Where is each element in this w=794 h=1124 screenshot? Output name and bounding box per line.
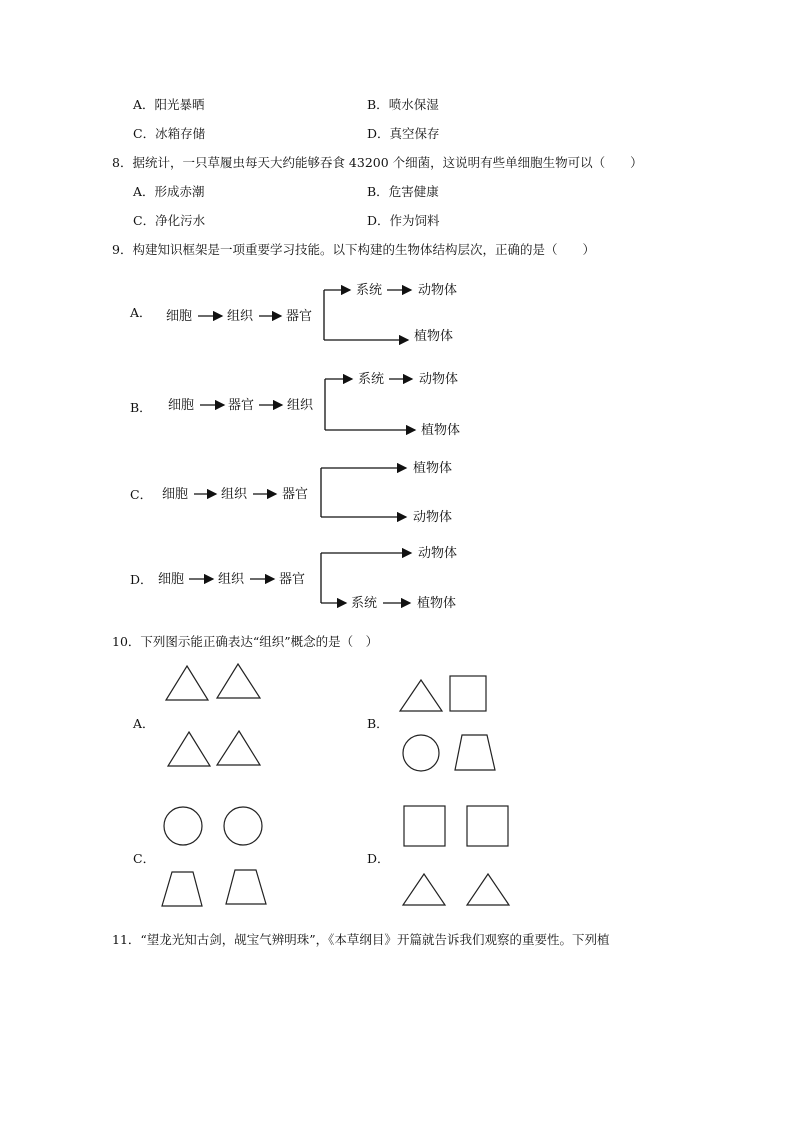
- lower-node-1: 植物体: [421, 423, 461, 438]
- option-text: 形成赤潮: [154, 184, 205, 199]
- triangle-icon: [168, 732, 210, 766]
- q8-option-c: [133, 211, 205, 229]
- q8-option-b: [367, 182, 439, 200]
- option-letter: B．: [367, 184, 389, 199]
- option-text: 危害健康: [388, 184, 439, 199]
- trapezoid-icon: [162, 872, 202, 906]
- q7-option-d: [367, 124, 440, 142]
- chain-node-1: 细胞: [162, 487, 189, 502]
- option-letter: D．: [367, 213, 390, 228]
- q9-stem: 9．构建知识框架是一项重要学习技能。以下构建的生物体结构层次，正确的是（ ）: [112, 242, 595, 257]
- chain-node-3: 器官: [286, 309, 313, 324]
- lower-node-1: 动物体: [413, 510, 453, 525]
- chain-node-1: 细胞: [158, 572, 185, 587]
- option-letter: C．: [133, 126, 156, 141]
- option-letter: A．: [133, 184, 155, 199]
- circle-icon: [164, 807, 202, 845]
- q9-option-c-letter: C．: [130, 487, 153, 502]
- q7-option-c: [133, 124, 205, 142]
- triangle-icon: [403, 874, 445, 905]
- triangle-icon: [467, 874, 509, 905]
- q10-option-a-figure: [160, 660, 280, 770]
- q8-option-a: [133, 182, 205, 200]
- option-text: 作为饲料: [389, 213, 440, 228]
- q7-option-a: [133, 95, 205, 113]
- upper-node-2: 动物体: [419, 372, 459, 387]
- triangle-icon: [400, 680, 442, 711]
- option-text: 阳光暴晒: [154, 97, 205, 112]
- q9-diagram-b: [160, 369, 480, 439]
- upper-node-2: 动物体: [418, 283, 458, 298]
- chain-node-1: 细胞: [168, 398, 195, 413]
- trapezoid-icon: [455, 735, 495, 770]
- upper-node-1: 系统: [358, 372, 385, 387]
- chain-node-2: 组织: [227, 309, 254, 324]
- chain-node-3: 器官: [282, 487, 309, 502]
- q10-option-d-figure: [398, 800, 528, 910]
- option-text: 冰箱存储: [155, 126, 206, 141]
- chain-node-2: 器官: [228, 398, 255, 413]
- chain-node-1: 细胞: [166, 309, 193, 324]
- upper-node-1: 系统: [356, 283, 383, 298]
- option-letter: D．: [367, 126, 390, 141]
- option-letter: C．: [133, 213, 156, 228]
- q11-stem: 11．“望龙光知古剑，觇宝气辨明珠”，《本草纲目》开篇就告诉我们观察的重要性。下列植: [112, 932, 610, 947]
- circle-icon: [403, 735, 439, 771]
- lower-node-1: 植物体: [414, 329, 454, 344]
- q10-option-c-figure: [158, 800, 278, 910]
- chain-node-2: 组织: [221, 487, 248, 502]
- q10-stem: 10．下列图示能正确表达“组织”概念的是（ ）: [112, 634, 379, 649]
- q9-diagram-a: [160, 280, 480, 350]
- option-letter: B．: [367, 97, 389, 112]
- option-text: 净化污水: [155, 213, 206, 228]
- square-icon: [450, 676, 486, 711]
- chain-node-3: 器官: [279, 572, 306, 587]
- q10-option-c-letter: C．: [133, 851, 156, 866]
- lower-node-2: 植物体: [417, 596, 457, 611]
- triangle-icon: [166, 666, 208, 700]
- option-text: 喷水保湿: [388, 97, 439, 112]
- q9-diagram-c: [160, 458, 480, 528]
- q8-stem: 8．据统计，一只草履虫每天大约能够吞食 43200 个细菌，这说明有些单细胞生物可以（ ）: [112, 155, 643, 170]
- chain-node-3: 组织: [287, 398, 314, 413]
- chain-node-2: 组织: [218, 572, 245, 587]
- q7-option-b: [367, 95, 439, 113]
- circle-icon: [224, 807, 262, 845]
- q10-option-b-letter: B．: [367, 716, 389, 731]
- option-text: 真空保存: [389, 126, 440, 141]
- q10-option-b-figure: [395, 670, 515, 780]
- triangle-icon: [217, 664, 260, 698]
- square-icon: [467, 806, 508, 846]
- lower-node-1: 系统: [351, 596, 378, 611]
- q9-diagram-d: [156, 543, 476, 613]
- triangle-icon: [217, 731, 260, 765]
- q8-option-d: [367, 211, 440, 229]
- upper-node-1: 植物体: [413, 461, 453, 476]
- q9-option-d-letter: D．: [130, 572, 153, 587]
- option-letter: A．: [133, 97, 155, 112]
- upper-node-1: 动物体: [418, 546, 458, 561]
- q9-option-b-letter: B．: [130, 400, 152, 415]
- q10-option-a-letter: A．: [133, 716, 155, 731]
- q9-option-a-letter: A．: [130, 305, 152, 320]
- square-icon: [404, 806, 445, 846]
- trapezoid-icon: [226, 870, 266, 904]
- q10-option-d-letter: D．: [367, 851, 390, 866]
